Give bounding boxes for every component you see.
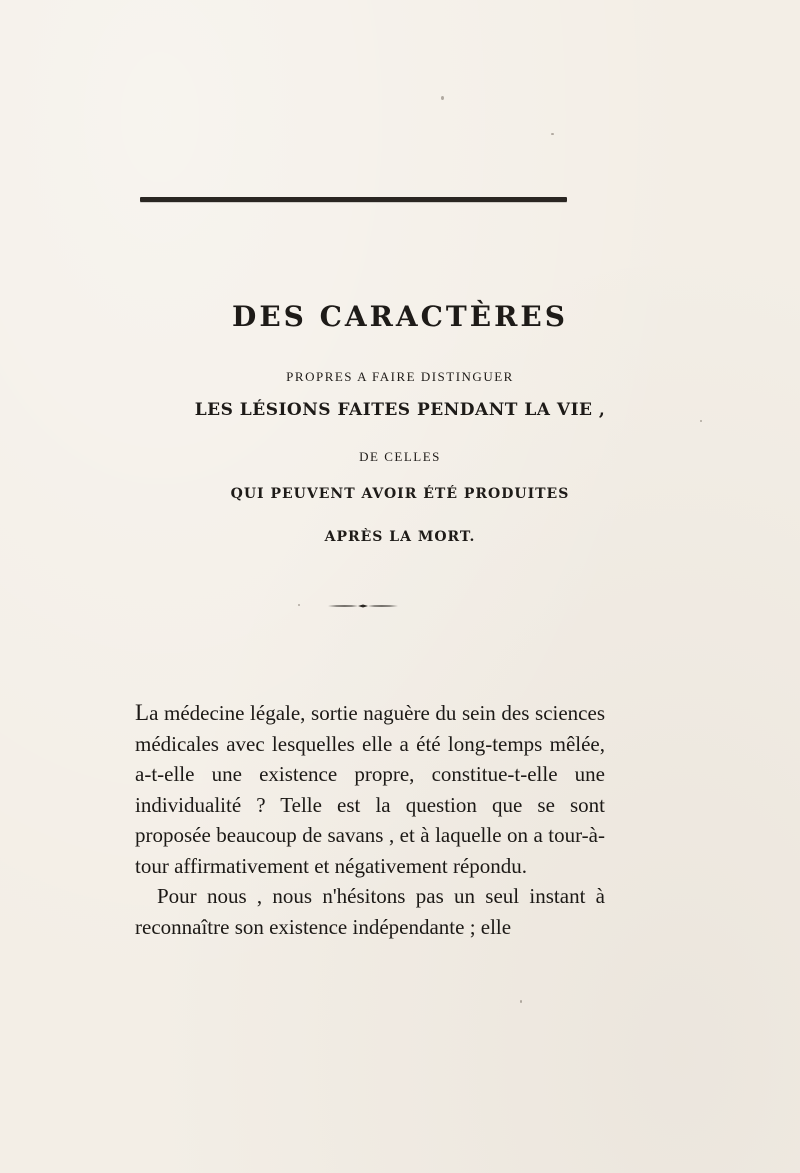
- body-text: [135, 698, 605, 942]
- main-title: DES CARACTÈRES: [232, 300, 568, 333]
- paper-speck: [298, 604, 300, 606]
- paper-speck: [551, 133, 554, 135]
- subtitle-line-5: APRÈS LA MORT.: [324, 529, 476, 545]
- subtitle-line-4: QUI PEUVENT AVOIR ÉTÉ PRODUITES: [230, 486, 570, 502]
- subtitle-line-1: PROPRES A FAIRE DISTINGUER: [286, 369, 514, 384]
- subtitle-line-3: DE CELLES: [359, 449, 441, 464]
- ornament-divider-icon: [328, 604, 398, 608]
- paper-speck: [700, 420, 702, 422]
- paper-speck: [441, 96, 444, 100]
- subtitle-line-2: LES LÉSIONS FAITES PENDANT LA VIE ,: [194, 400, 606, 420]
- paragraph-2: Pour nous , nous n'hésitons pas un seul instant à reconnaître son existence indépendante ; elle: [135, 884, 605, 939]
- header-rule: [140, 197, 567, 202]
- paragraph-1: La médecine légale, sortie naguère du sein des sciences médicales avec lesquelles elle a été long-temps mêlée, a-t-elle une existence propre, constitue-t-elle une individualité ? Telle est la question que se sont proposée beaucoup de savans , et à laquelle on a tour-à-tour affirmativement et négativement répondu.: [135, 700, 605, 878]
- paper-speck: [520, 1000, 522, 1003]
